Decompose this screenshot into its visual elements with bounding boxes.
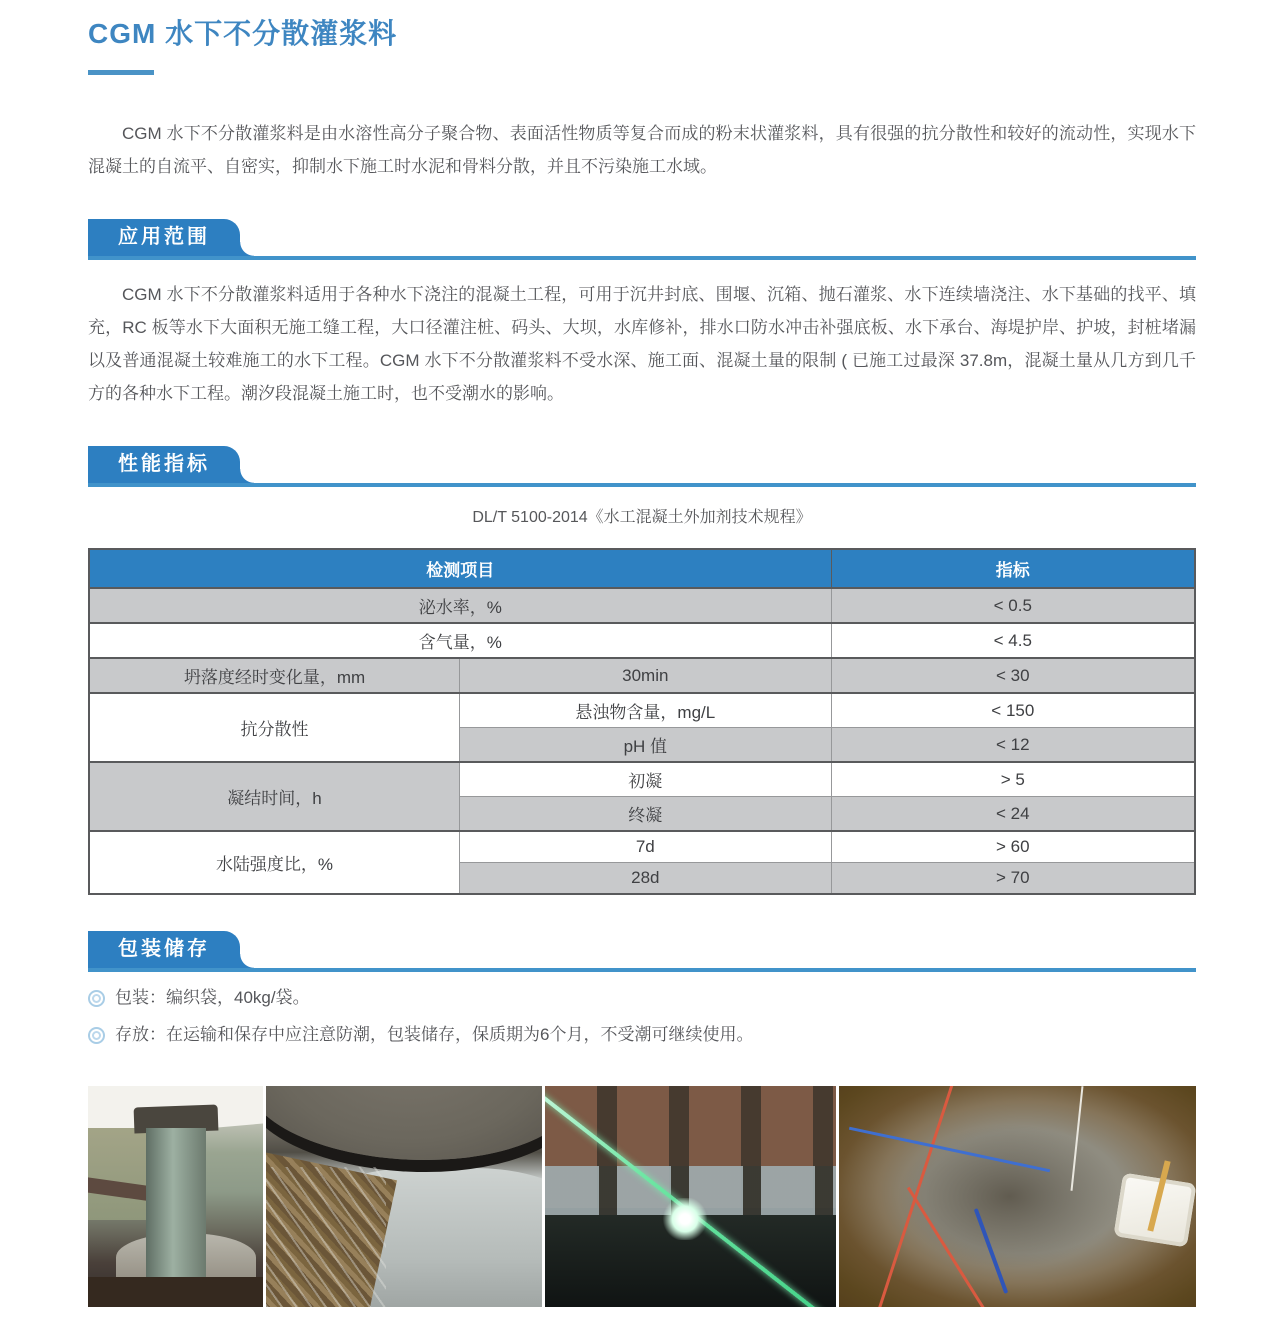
table-cell: 28d <box>460 863 832 895</box>
storage-bullet-text: 存放：在运输和保存中应注意防潮，包装储存，保质期为6个月，不受潮可继续使用。 <box>115 1025 754 1044</box>
table-cell: < 4.5 <box>831 623 1195 658</box>
table-cell: 30min <box>460 658 832 693</box>
table-header-row <box>89 549 1195 588</box>
photo-art-layer <box>88 1277 263 1307</box>
table-cell: > 5 <box>831 762 1195 797</box>
table-row <box>89 831 1195 863</box>
table-cell: 泌水率，% <box>89 588 831 623</box>
performance-section-badge: 性能指标 <box>88 446 240 483</box>
table-cell: 凝结时间，h <box>89 762 460 831</box>
standard-caption: DL/T 5100-2014《水工混凝土外加剂技术规程》 <box>472 509 812 526</box>
table-cell: 初凝 <box>460 762 832 797</box>
application-section-badge: 应用范围 <box>88 219 240 256</box>
underwater-piles-laser-photo <box>545 1086 836 1307</box>
table-row <box>89 588 1195 623</box>
table-cell: > 60 <box>831 831 1195 863</box>
section-header-application <box>88 219 1196 260</box>
table-row <box>89 623 1195 658</box>
photo-art-layer <box>661 1198 709 1240</box>
title-underline <box>88 70 154 75</box>
section-header-performance <box>88 446 1196 487</box>
bridge-pier-column-photo <box>88 1086 263 1307</box>
pier-base-grouting-photo <box>266 1086 542 1307</box>
table-cell: < 12 <box>831 728 1195 763</box>
table-cell: < 24 <box>831 797 1195 832</box>
intro-paragraph: CGM 水下不分散灌浆料是由水溶性高分子聚合物、表面活性物质等复合而成的粉末状灌浆料，具有很强的抗分散性和较好的流动性，实现水下混凝土的自流平、自密实，抑制水下施工时水泥和骨料分散，并且不污染施工水域。 <box>88 124 1196 176</box>
photo-art-layer <box>146 1128 206 1280</box>
excavation-pit-photo <box>839 1086 1196 1307</box>
table-cell: 7d <box>460 831 832 863</box>
table-header-item: 检测项目 <box>89 549 831 588</box>
table-cell: 抗分散性 <box>89 693 460 762</box>
table-cell: 含气量，% <box>89 623 831 658</box>
table-cell: 水陆强度比，% <box>89 831 460 894</box>
table-cell: 坍落度经时变化量，mm <box>89 658 460 693</box>
page-title: CGM 水下不分散灌浆料 <box>88 18 398 49</box>
application-paragraph: CGM 水下不分散灌浆料适用于各种水下浇注的混凝土工程，可用于沉井封底、围堰、沉箱、抛石灌浆、水下连续墙浇注、水下基础的找平、填充，RC 板等水下大面积无施工缝工程，大口径灌注桩、码头、大坝，水库修补，排水口防水冲击补强底板、水下承台、海堤护岸、护坡，封桩堵漏以及普通混凝土较难施工的水下工程。CGM 水下不分散灌浆料不受水深、施工面、混凝土量的限制 ( 已施工过最深 37.8m，混凝土量从几方到几千方的各种水下工程。潮汐段混凝土施工时，也不受潮水的影响。 <box>88 285 1196 403</box>
table-cell: 悬浊物含量，mg/L <box>460 693 832 728</box>
table-cell: < 0.5 <box>831 588 1195 623</box>
table-cell: 终凝 <box>460 797 832 832</box>
table-cell: < 150 <box>831 693 1195 728</box>
bullseye-bullet-icon <box>88 990 105 1007</box>
packaging-bullet-text: 包装：编织袋，40kg/袋。 <box>115 988 310 1007</box>
photo-strip <box>88 1086 1196 1307</box>
bullseye-bullet-icon <box>88 1027 105 1044</box>
section-header-packaging <box>88 931 1196 972</box>
table-cell: pH 值 <box>460 728 832 763</box>
table-row <box>89 658 1195 693</box>
storage-bullet <box>88 1024 1196 1046</box>
photo-art-layer <box>266 1167 386 1307</box>
photo-art-layer <box>88 1128 146 1220</box>
photo-art-layer <box>266 1086 542 1160</box>
packaging-bullet <box>88 987 1196 1009</box>
table-row <box>89 693 1195 728</box>
table-header-index: 指标 <box>831 549 1195 588</box>
performance-table <box>88 548 1196 895</box>
table-row <box>89 762 1195 797</box>
table-cell: > 70 <box>831 863 1195 895</box>
table-cell: < 30 <box>831 658 1195 693</box>
packaging-section-badge: 包装储存 <box>88 931 240 968</box>
